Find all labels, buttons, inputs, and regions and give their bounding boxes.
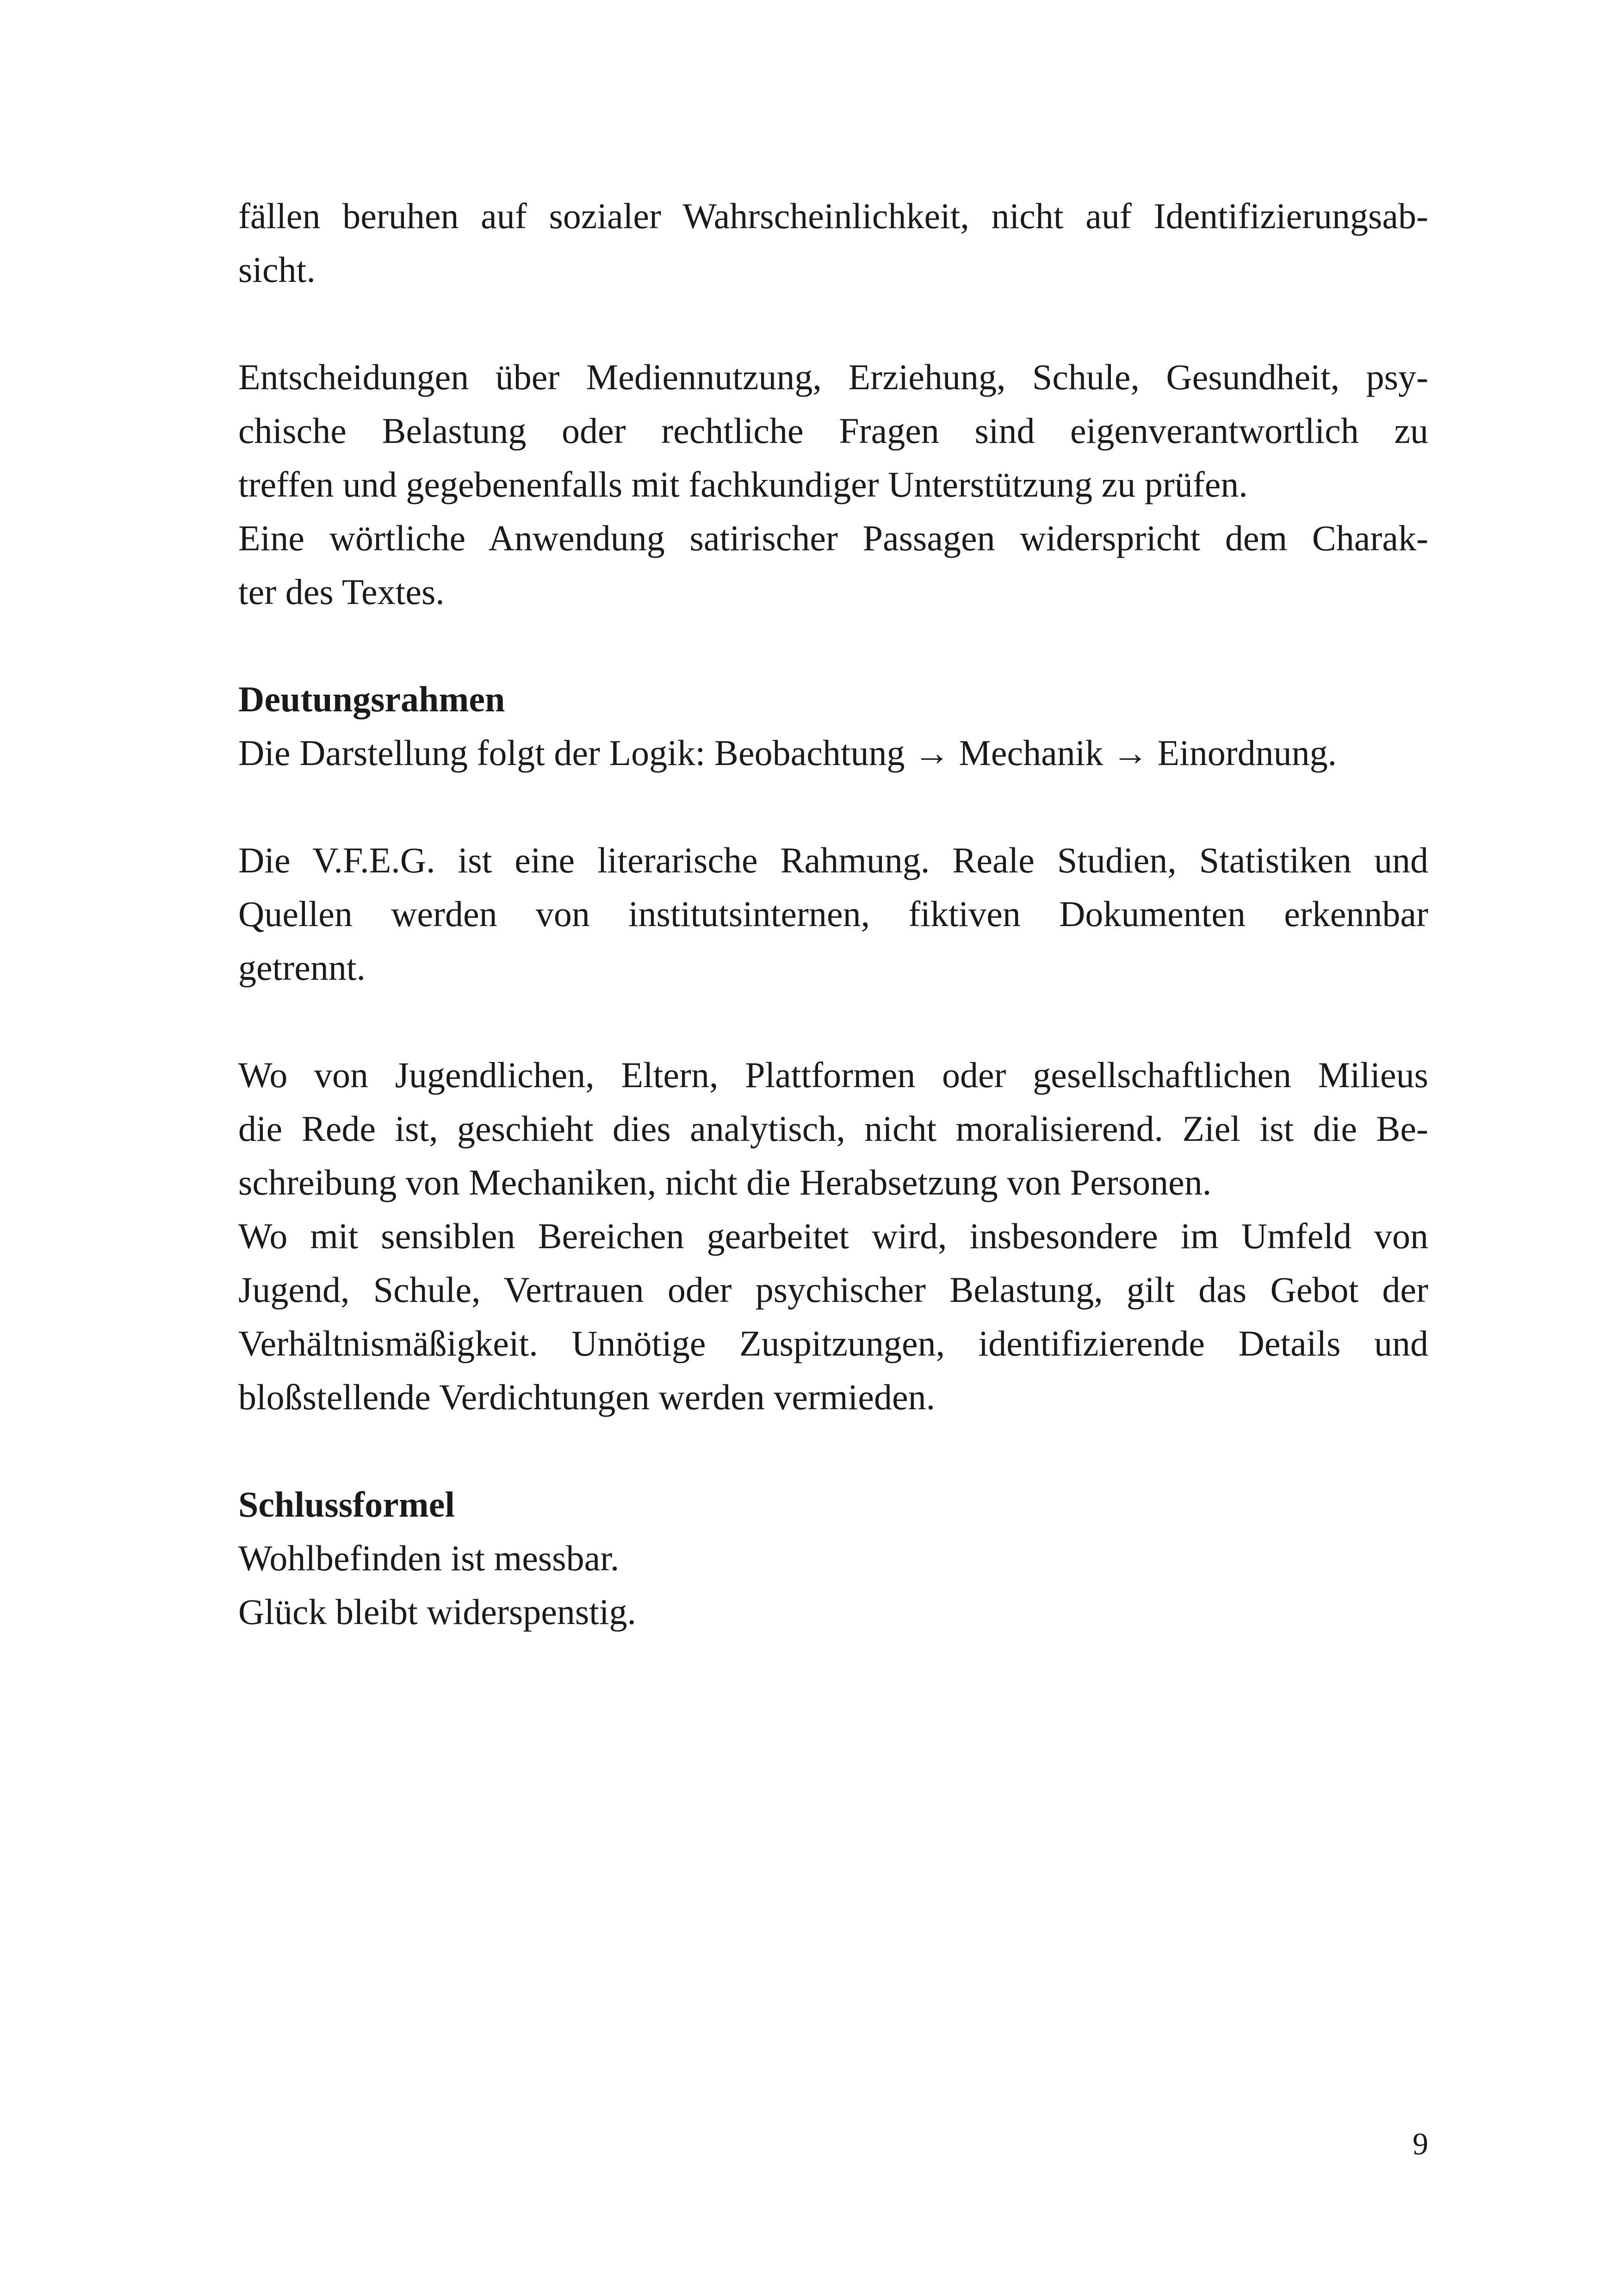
section-heading-deutungsrahmen: Deutungsrahmen [238,679,505,719]
paragraph-line: Quellen werden von institutsinternen, fiktiven Dokumenten erkennbar [238,894,1428,934]
section-heading-schlussformel: Schlussformel [238,1484,455,1524]
paragraph-line: Entscheidungen über Mediennutzung, Erziehung, Schule, Gesundheit, psy- [238,357,1428,397]
paragraph-spacer [238,297,1428,350]
document-body [238,189,1428,1639]
paragraph-line: Wo mit sensiblen Bereichen gearbeitet wird, insbesondere im Umfeld von [238,1216,1428,1256]
paragraph-line: Glück bleibt widerspenstig. [238,1592,637,1632]
paragraph-spacer [238,619,1428,672]
paragraph-line: treffen und gegebenenfalls mit fachkundiger Unterstützung zu prüfen. [238,464,1248,504]
paragraph-line: getrennt. [238,947,366,988]
paragraph-line: ter des Textes. [238,572,445,612]
paragraph-line: Die Darstellung folgt der Logik: Beobachtung → Mechanik → Einordnung. [238,733,1337,773]
paragraph-line: Eine wörtliche Anwendung satirischer Passagen widerspricht dem Charak- [238,518,1428,558]
paragraph-line: bloßstellende Verdichtungen werden vermieden. [238,1377,936,1417]
page-number: 9 [1413,2126,1428,2161]
paragraph-line: Wo von Jugendlichen, Eltern, Plattformen oder gesellschaftlichen Milieus [238,1055,1428,1095]
paragraph-spacer [238,780,1428,834]
paragraph-line: Die V.F.E.G. ist eine literarische Rahmung. Reale Studien, Statistiken und [238,840,1428,880]
paragraph-line: sicht. [238,249,316,290]
paragraph-line: Verhältnismäßigkeit. Unnötige Zuspitzungen, identifizierende Details und [238,1323,1428,1363]
paragraph-line: Wohlbefinden ist messbar. [238,1538,620,1578]
paragraph-line: fällen beruhen auf sozialer Wahrscheinlichkeit, nicht auf Identifizierungsab- [238,196,1428,236]
paragraph-line: schreibung von Mechaniken, nicht die Herabsetzung von Personen. [238,1162,1212,1202]
paragraph-spacer [238,1424,1428,1478]
paragraph-spacer [238,995,1428,1048]
paragraph-line: die Rede ist, geschieht dies analytisch, nicht moralisierend. Ziel ist die Be- [238,1108,1428,1149]
paragraph-line: Jugend, Schule, Vertrauen oder psychischer Belastung, gilt das Gebot der [238,1269,1428,1310]
paragraph-line: chische Belastung oder rechtliche Fragen sind eigenverantwortlich zu [238,411,1428,451]
